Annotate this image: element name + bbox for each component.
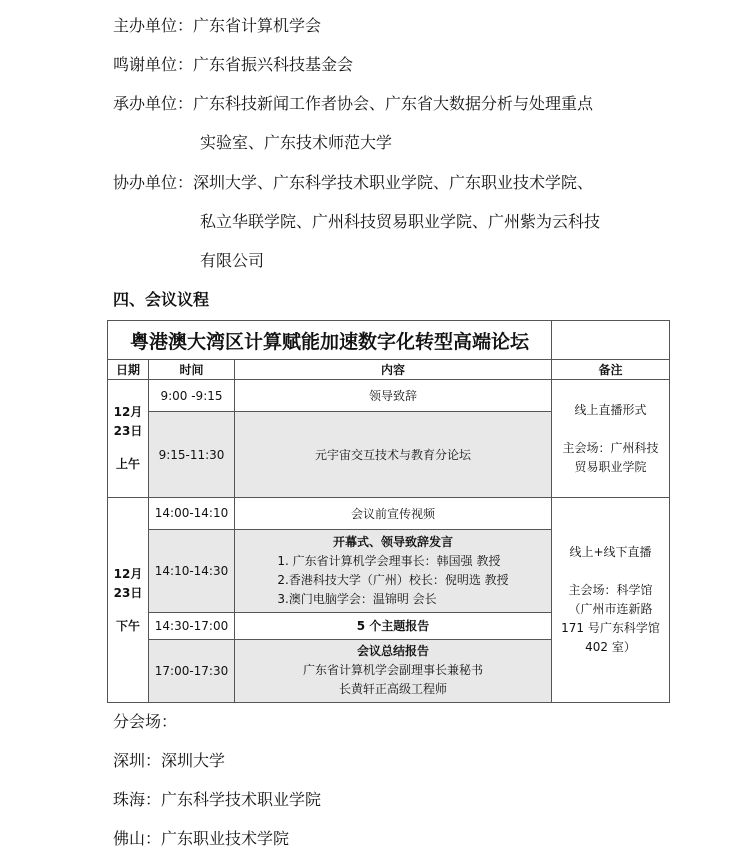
afternoon-note-mode: 线上+线下直播 — [569, 545, 652, 560]
acknowledgement-value: 广东省振兴科技基金会 — [193, 55, 354, 74]
morning-date-cell — [108, 380, 149, 498]
header-date: 日期 — [108, 360, 149, 380]
summary-title: 会议总结报告 — [357, 644, 430, 659]
branch-city: 珠海： — [113, 790, 162, 809]
time-cell: 9:00 -9:15 — [149, 380, 235, 412]
list-item: 长黄轩正高级工程师 — [339, 682, 448, 697]
morning-note-venue: 主会场：广州科技 — [562, 440, 659, 455]
content-cell: 5 个主题报告 — [235, 612, 552, 639]
host-line-cont: 实验室、广东技术师范大学 — [200, 133, 393, 152]
header-note: 备注 — [552, 360, 670, 380]
afternoon-note-address-3: 402 室） — [585, 640, 636, 655]
morning-note-cell — [552, 380, 670, 498]
content-cell: 领导致辞 — [235, 380, 552, 412]
branch-line — [113, 829, 289, 849]
morning-note-mode: 线上直播形式 — [574, 402, 647, 417]
list-item: 2.香港科技大学（广州）校长：倪明选 教授 — [277, 572, 509, 587]
branch-city: 深圳： — [113, 751, 162, 770]
coorganizer-label: 协办单位： — [113, 173, 194, 192]
afternoon-note-cell — [552, 498, 670, 703]
organizer-label: 主办单位： — [113, 16, 194, 35]
afternoon-date-cell — [108, 498, 149, 703]
branch-title: 分会场： — [113, 712, 178, 731]
branch-line — [113, 790, 321, 810]
content-cell — [235, 639, 552, 702]
afternoon-note-address-1: （广州市连新路 — [568, 602, 653, 617]
acknowledgement-line — [113, 55, 353, 75]
afternoon-period: 下午 — [115, 618, 140, 633]
branch-venue: 广东职业技术学院 — [161, 829, 290, 848]
afternoon-note-venue: 主会场：科学馆 — [568, 583, 653, 598]
content-cell: 元宇宙交互技术与教育分论坛 — [235, 412, 552, 498]
list-item: 广东省计算机学会副理事长兼秘书 — [303, 663, 484, 678]
time-cell: 17:00-17:30 — [149, 639, 235, 702]
table-row — [108, 380, 670, 412]
agenda-table — [107, 320, 670, 703]
morning-note-venue-cont: 贸易职业学院 — [574, 459, 647, 474]
content-cell — [235, 529, 552, 612]
afternoon-note-address-2: 171 号广东科学馆 — [561, 621, 660, 636]
header-time: 时间 — [149, 360, 235, 380]
host-label: 承办单位： — [113, 94, 194, 113]
coorganizer-line-cont-2: 有限公司 — [200, 251, 265, 270]
organizer-line — [113, 16, 321, 36]
time-cell: 14:00-14:10 — [149, 498, 235, 529]
time-cell: 9:15-11:30 — [149, 412, 235, 498]
organizer-value: 广东省计算机学会 — [193, 16, 322, 35]
agenda-title: 粤港澳大湾区计算赋能加速数字化转型高端论坛 — [108, 321, 552, 360]
coorganizer-value: 深圳大学、广东科学技术职业学院、广东职业技术学院、 — [193, 173, 594, 192]
branch-venue: 广东科学技术职业学院 — [161, 790, 322, 809]
host-value: 广东科技新闻工作者协会、广东省大数据分析与处理重点 — [193, 94, 594, 113]
afternoon-date-day: 23日 — [113, 585, 143, 600]
afternoon-date-month: 12月 — [113, 566, 143, 581]
list-item: 1. 广东省计算机学会理事长：韩国强 教授 — [277, 553, 501, 568]
header-content: 内容 — [235, 360, 552, 380]
morning-date-day: 23日 — [113, 424, 143, 439]
table-row — [108, 498, 670, 529]
content-cell: 会议前宣传视频 — [235, 498, 552, 529]
branch-venue: 深圳大学 — [161, 751, 226, 770]
agenda-title-blank — [552, 321, 670, 360]
host-line — [113, 94, 593, 114]
time-cell: 14:10-14:30 — [149, 529, 235, 612]
coorganizer-line-cont-1: 私立华联学院、广州科技贸易职业学院、广州紫为云科技 — [200, 212, 601, 231]
agenda-header-row — [108, 360, 670, 380]
branch-line — [113, 751, 225, 771]
speaker-list — [277, 552, 508, 609]
acknowledgement-label: 鸣谢单位： — [113, 55, 194, 74]
branch-city: 佛山： — [113, 829, 162, 848]
morning-date-month: 12月 — [113, 405, 143, 420]
section-title: 四、会议议程 — [113, 290, 210, 309]
time-cell: 14:30-17:00 — [149, 612, 235, 639]
opening-title: 开幕式、领导致辞发言 — [333, 534, 454, 549]
coorganizer-line — [113, 173, 593, 193]
list-item: 3.澳门电脑学会：温锦明 会长 — [277, 591, 437, 606]
morning-period: 上午 — [115, 457, 140, 472]
